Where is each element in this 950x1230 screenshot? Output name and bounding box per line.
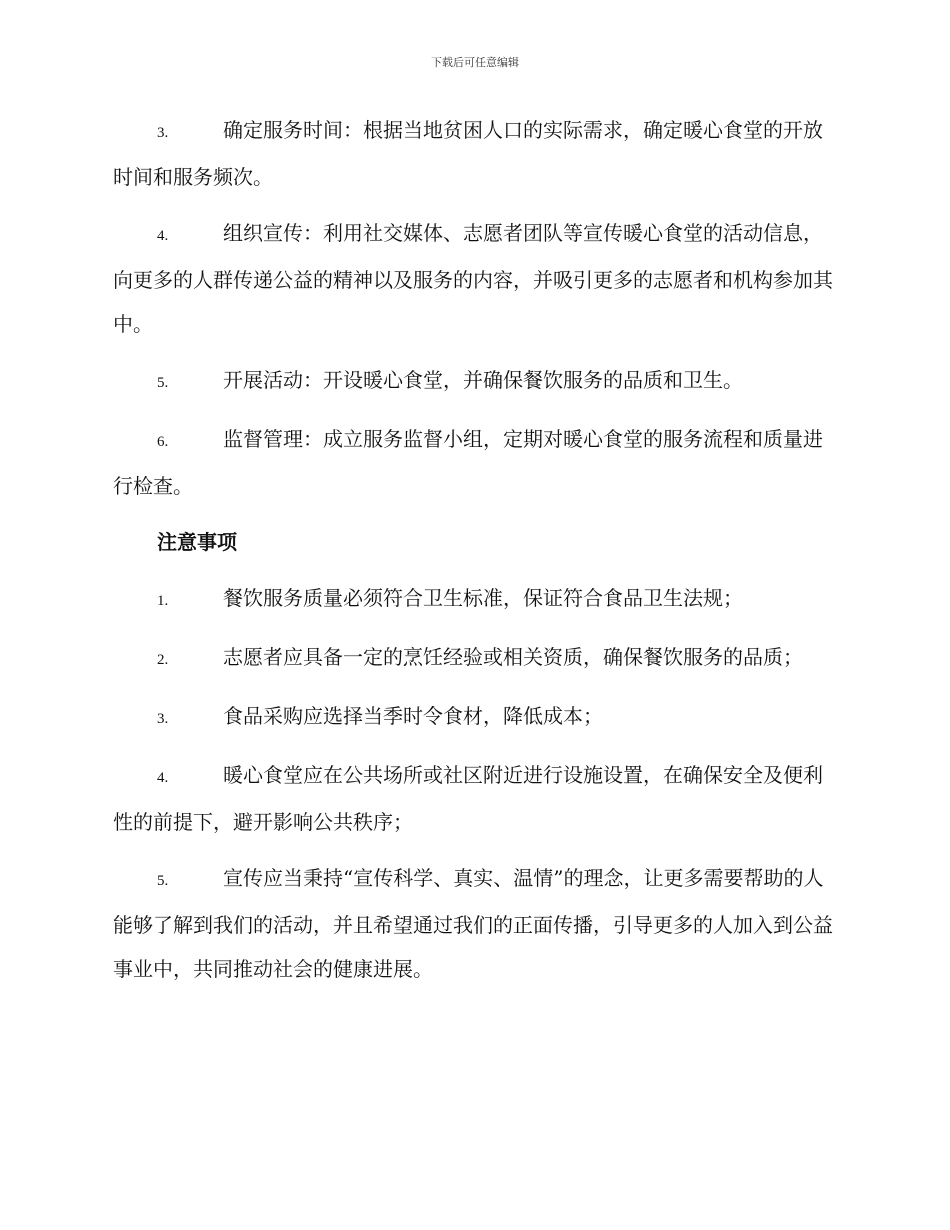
section-heading: 注意事项 [157,530,237,554]
list-item-text: 组织宣传：利用社交媒体、志愿者团队等宣传暖心食堂的活动信息，向更多的人群传递公益的精神以及服务的内容，并吸引更多的志愿者和机构参加其中。 [113,221,833,336]
list-item-text: 餐饮服务质量必须符合卫生标准，保证符合食品卫生法规； [223,586,743,610]
list-item [113,576,837,623]
list-item-text: 暖心食堂应在公共场所或社区附近进行设施设置，在确保安全及便利性的前提下，避开影响公共秩序； [113,763,823,834]
page-header-note: 下载后可任意编辑 [431,56,519,69]
list-item-text: 宣传应当秉持“宣传科学、真实、温情”的理念，让更多需要帮助的人能够了解到我们的活动，并且希望通过我们的正面传播，引导更多的人加入到公益事业中，共同推动社会的健康进展。 [113,866,833,981]
list-item-number: 5. [157,375,169,391]
list-item [113,635,837,682]
list-item-text: 监督管理：成立服务监督小组，定期对暖心食堂的服务流程和质量进行检查。 [113,427,823,498]
list-item-text: 确定服务时间：根据当地贫困人口的实际需求，确定暖心食堂的开放时间和服务频次。 [113,118,823,189]
list-item-text: 志愿者应具备一定的烹饪经验或相关资质，确保餐饮服务的品质； [223,645,803,669]
list-item-number: 3. [157,711,169,727]
list-item [113,108,837,199]
list-item [113,417,837,508]
list-item [113,211,837,346]
list-item-number: 4. [157,228,169,244]
list-item-number: 4. [157,770,169,786]
list-item-text: 食品采购应选择当季时令食材，降低成本； [223,704,603,728]
list-item [113,856,837,991]
document-body [113,108,837,1003]
list-item [113,694,837,741]
list-item-number: 2. [157,652,169,668]
list-item-number: 5. [157,873,169,889]
list-item-number: 1. [157,593,169,609]
list-item-number: 6. [157,434,169,450]
list-item [113,753,837,844]
list-item-number: 3. [157,125,169,141]
list-item [113,358,837,405]
list-item-text: 开展活动：开设暖心食堂，并确保餐饮服务的品质和卫生。 [223,368,743,392]
